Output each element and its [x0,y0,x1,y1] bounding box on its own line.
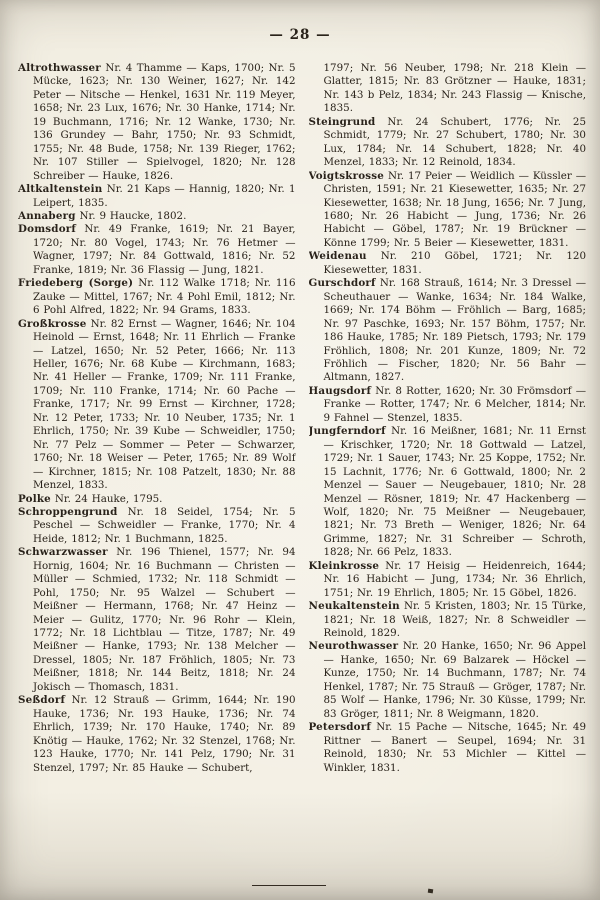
register-entry [18,277,296,317]
entry-place-name: Petersdorf [308,721,371,734]
text-columns [18,62,586,878]
register-entry [309,600,587,640]
entry-place-name: Schroppengrund [18,505,118,518]
entry-records: Nr. 49 Franke, 1619; Nr. 21 Bayer, 1720; Nr. 80 Vogel, 1743; Nr. 76 Hetmer — Wagner, 1797; Nr. 84 Gottwald, 1816; Nr. 52 Franke, 1819; Nr. 36 Flassig — Jung, 1821. [33,223,296,276]
entry-place-name: Altkaltenstein [18,183,103,196]
register-entry [18,183,296,210]
register-entry [18,210,296,223]
register-entry [309,721,587,775]
register-entry [18,546,296,694]
entry-place-name: Altrothwasser [18,62,101,74]
entry-records: Nr. 12 Strauß — Grimm, 1644; Nr. 190 Hauke, 1736; Nr. 193 Hauke, 1736; Nr. 74 Ehrlich, 1739; Nr. 170 Hauke, 1740; Nr. 89 Knötig — Hauke, 1762; Nr. 32 Stenzel, 1768; Nr. 123 Hauke, 1770; Nr. 141 Pelz, 1790; Nr. 31 Stenzel, 1797; Nr. 85 Hauke — Schubert, [33,694,296,774]
register-entry [18,694,296,775]
entry-place-name: Großkrosse [18,317,87,330]
entry-place-name: Gurschdorf [308,277,376,290]
entry-records: Nr. 17 Peier — Weidlich — Küssler — Christen, 1591; Nr. 21 Kiesewetter, 1635; Nr. 27 Kiesewetter, 1638; Nr. 18 Jung, 1656; Nr. 7 Jung, 1680; Nr. 26 Habicht — Jung, 1736; Nr. 26 Habicht — Göbel, 1787; Nr. 19 Brückner — Könne 1799; Nr. 5 Beier — Kiesewetter, 1831. [323,169,586,249]
entry-records: Nr. 18 Seidel, 1754; Nr. 5 Peschel — Schweidler — Franke, 1770; Nr. 4 Heide, 1812; Nr. 1 Buchmann, 1825. [33,505,296,545]
register-entry [309,425,587,560]
register-entry-continuation [309,62,587,116]
entry-place-name: Haugsdorf [308,384,372,397]
entry-place-name: Annaberg [18,209,76,222]
footer-divider-rule [252,885,326,886]
register-entry [309,277,587,385]
entry-records: Nr. 8 Rotter, 1620; Nr. 30 Frömsdorf — Franke — Rotter, 1747; Nr. 6 Melcher, 1814; Nr. 9 Fahnel — Stenzel, 1835. [323,384,586,424]
register-entry [18,493,296,506]
register-entry [309,640,587,721]
entry-records: Nr. 20 Hanke, 1650; Nr. 96 Appel — Hanke, 1650; Nr. 69 Balzarek — Höckel — Kunze, 1750; Nr. 14 Buchmann, 1787; Nr. 74 Henkel, 1787; Nr. 75 Strauß — Gröger, 1787; Nr. 85 Wolf — Hanke, 1796; Nr. 30 Küsse, 1799; Nr. 83 Gröger, 1811; Nr. 8 Weigmann, 1820. [323,640,586,720]
printer-ink-mark [428,889,434,894]
entry-place-name: Voigtskrosse [308,169,385,182]
register-entry [309,560,587,600]
entry-place-name: Kleinkrosse [308,559,380,572]
page-number: — 28 — [269,27,331,43]
register-entry [18,62,296,183]
entry-place-name: Seßdorf [18,694,66,707]
entry-place-name: Friedeberg (Sorge) [18,277,134,290]
entry-records: Nr. 210 Göbel, 1721; Nr. 120 Kiesewetter, 1831. [323,250,586,276]
entry-records: 1797; Nr. 56 Neuber, 1798; Nr. 218 Klein — Glatter, 1815; Nr. 83 Grötzner — Hauke, 1831; Nr. 143 b Pelz, 1834; Nr. 243 Flassig — Knische, 1835. [323,62,586,115]
entry-place-name: Neurothwasser [308,640,399,653]
entry-records: Nr. 15 Pache — Nitsche, 1645; Nr. 49 Rittner — Banert — Seupel, 1694; Nr. 31 Reinold, 1830; Nr. 53 Michler — Kittel — Winkler, 1831. [323,721,586,774]
register-entry [18,223,296,277]
register-entry [309,250,587,277]
entry-place-name: Polke [18,492,51,505]
entry-records: Nr. 4 Thamme — Kaps, 1700; Nr. 5 Mücke, 1623; Nr. 130 Weiner, 1627; Nr. 142 Peter — Nitsche — Henkel, 1631 Nr. 119 Meyer, 1658; Nr. 23 Lux, 1676; Nr. 30 Hanke, 1714; Nr. 19 Buchmann, 1716; Nr. 12 Wanke, 1730; Nr. 136 Grundey — Bahr, 1750; Nr. 93 Schmidt, 1755; Nr. 48 Bude, 1758; Nr. 139 Rieger, 1762; Nr. 107 Stiller — Spielvogel, 1820; Nr. 128 Schreiber — Hauke, 1826. [33,62,296,182]
register-entry [18,318,296,493]
entry-records: Nr. 17 Heisig — Heidenreich, 1644; Nr. 16 Habicht — Jung, 1734; Nr. 36 Ehrlich, 1751; Nr. 19 Ehrlich, 1805; Nr. 15 Göbel, 1826. [323,559,586,599]
entry-place-name: Steingrund [308,115,376,128]
register-entry [309,385,587,425]
entry-records: Nr. 24 Schubert, 1776; Nr. 25 Schmidt, 1779; Nr. 27 Schubert, 1780; Nr. 30 Lux, 1784; Nr. 14 Schubert, 1828; Nr. 40 Menzel, 1833; Nr. 12 Reinold, 1834. [323,115,586,169]
entry-records: Nr. 196 Thienel, 1577; Nr. 94 Hornig, 1604; Nr. 16 Buchmann — Christen — Müller — Schmied, 1732; Nr. 118 Schmidt — Pohl, 1750; Nr. 95 Walzel — Schubert — Meißner — Hermann, 1768; Nr. 47 Heinz — Meier — Gulitz, 1770; Nr. 96 Rohr — Klein, 1772; Nr. 18 Lichtblau — Titze, 1787; Nr. 49 Meißner — Hanke, 1793; Nr. 138 Melcher — Dressel, 1805; Nr. 187 Fröhlich, 1805; Nr. 73 Meißner, 1818; Nr. 144 Beitz, 1818; Nr. 24 Jokisch — Thomasch, 1831. [33,546,296,693]
register-entry [309,116,587,170]
register-entry [309,170,587,251]
right-column [309,62,587,878]
entry-records: Nr. 24 Hauke, 1795. [54,492,163,505]
entry-place-name: Neukaltenstein [308,600,400,613]
entry-records: Nr. 112 Walke 1718; Nr. 116 Zauke — Mittel, 1767; Nr. 4 Pohl Emil, 1812; Nr. 6 Pohl Alfred, 1822; Nr. 94 Grams, 1833. [33,277,296,317]
entry-place-name: Weidenau [308,250,367,263]
left-column [18,62,296,878]
entry-place-name: Jungferndorf [308,425,386,438]
entry-place-name: Schwarzwasser [18,546,108,559]
entry-records: Nr. 5 Kristen, 1803; Nr. 15 Türke, 1821; Nr. 18 Weiß, 1827; Nr. 8 Schweidler — Reinold, 1829. [323,600,586,640]
entry-records: Nr. 16 Meißner, 1681; Nr. 11 Ernst — Krischker, 1720; Nr. 18 Gottwald — Latzel, 1729; Nr. 1 Sauer, 1743; Nr. 25 Koppe, 1752; Nr. 15 Lachnit, 1776; Nr. 6 Gottwald, 1800; Nr. 2 Menzel — Sauer — Neugebauer, 1810; Nr. 28 Menzel — Rösner, 1819; Nr. 47 Hackenberg — Wolf, 1820; Nr. 75 Meißner — Neugebauer, 1821; Nr. 73 Breth — Weniger, 1826; Nr. 64 Grimme, 1827; Nr. 31 Schreiber — Schroth, 1828; Nr. 66 Pelz, 1833. [323,425,586,559]
entry-records: Nr. 168 Strauß, 1614; Nr. 3 Dressel — Scheuthauer — Wanke, 1634; Nr. 184 Walke, 1669; Nr. 174 Böhm — Fröhlich — Barg, 1685; Nr. 97 Paschke, 1693; Nr. 157 Böhm, 1757; Nr. 186 Hauke, 1785; Nr. 189 Pietsch, 1793; Nr. 179 Fröhlich, 1808; Nr. 201 Kunze, 1809; Nr. 72 Fröhlich — Fischer, 1820; Nr. 56 Bahr — Altmann, 1827. [323,277,586,384]
entry-records: Nr. 9 Haucke, 1802. [79,209,187,222]
entry-place-name: Domsdorf [18,223,77,236]
register-entry [18,506,296,546]
entry-records: Nr. 21 Kaps — Hannig, 1820; Nr. 1 Leipert, 1835. [33,183,296,209]
entry-records: Nr. 82 Ernst — Wagner, 1646; Nr. 104 Heinold — Ernst, 1648; Nr. 11 Ehrlich — Franke — Latzel, 1650; Nr. 52 Peter, 1666; Nr. 113 Heller, 1676; Nr. 68 Kube — Kirchmann, 1683; Nr. 41 Heller — Franke, 1709; Nr. 111 Franke, 1709; Nr. 110 Franke, 1714; Nr. 60 Pache — Franke, 1717; Nr. 99 Ernst — Kirchner, 1728; Nr. 12 Peter, 1733; Nr. 10 Neuber, 1735; Nr. 1 Ehrlich, 1750; Nr. 39 Kube — Schweidler, 1750; Nr. 77 Pelz — Sommer — Peter — Schwarzer, 1760; Nr. 18 Weiser — Peter, 1765; Nr. 89 Wolf — Kirchner, 1815; Nr. 108 Patzelt, 1830; Nr. 88 Menzel, 1833. [33,317,296,492]
